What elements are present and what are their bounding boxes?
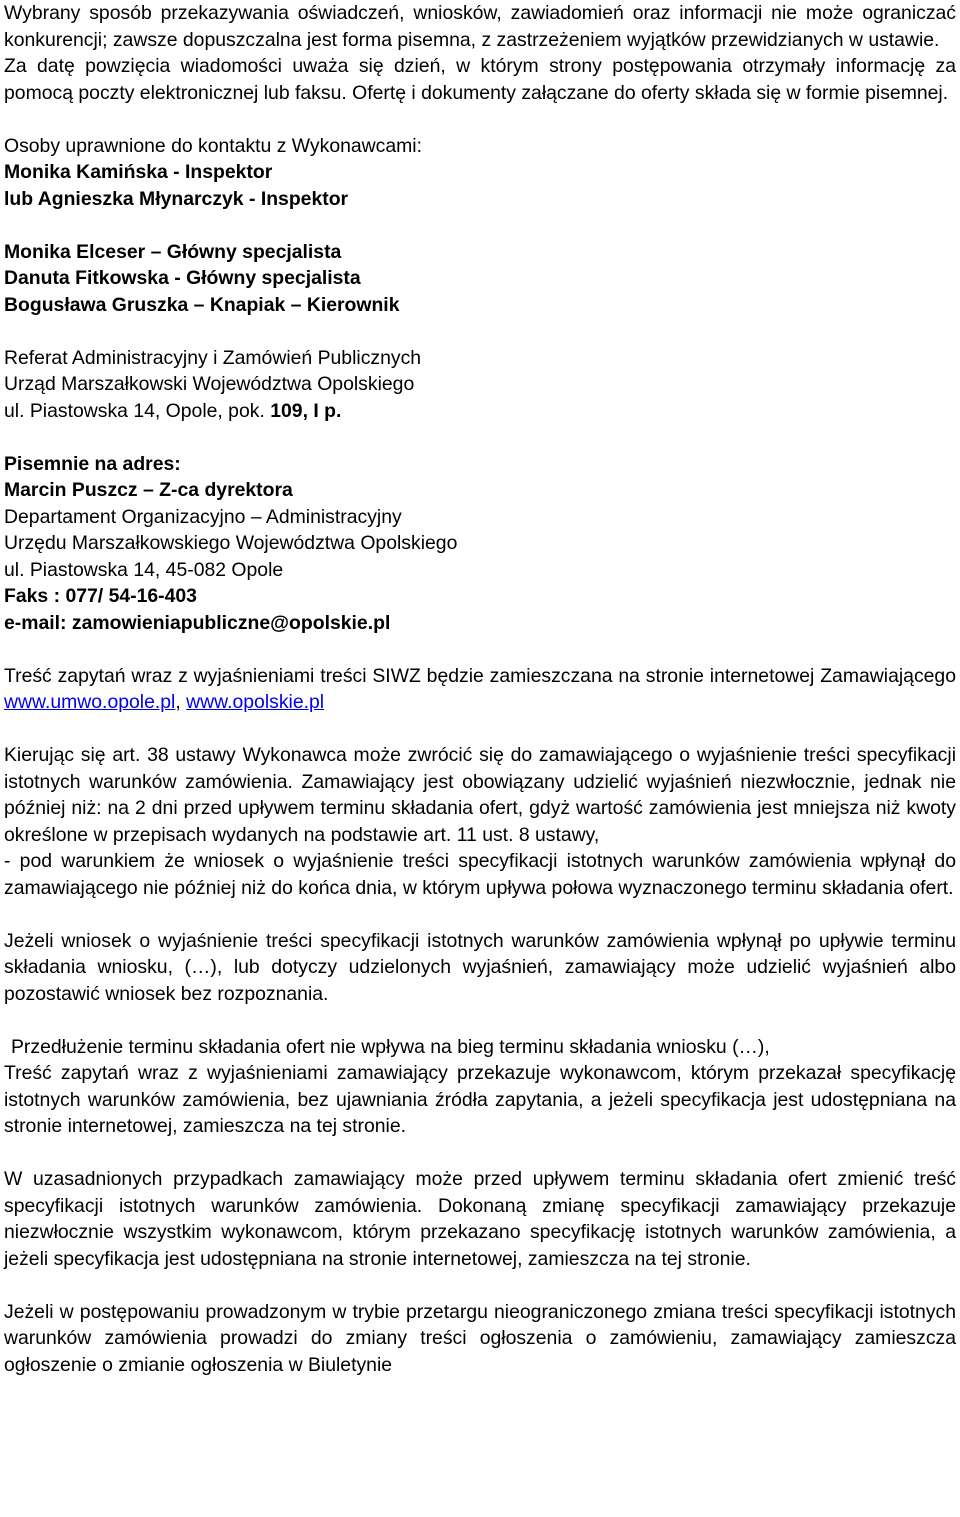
fax-line bbox=[4, 583, 956, 610]
paragraph-questions-publication bbox=[4, 663, 956, 716]
extension-block bbox=[4, 1034, 956, 1140]
paragraph-art38: Kierując się art. 38 ustawy Wykonawca może zwrócić się do zamawiającego o wyjaśnienie treści specyfikacji istotnych warunków zamówienia. Zamawiający jest obowiązany udzielić wyjaśnień niezwłocznie, jednak nie później niż: na 2 dni przed upływem terminu składania ofert, gdyż wartość zamówienia jest mniejsza niż kwoty określone w przepisach wydanych na podstawie art. 11 ust. 8 ustawy, bbox=[4, 744, 956, 846]
written-address-department: Departament Organizacyjno – Administracyjny bbox=[4, 505, 402, 528]
written-address-block bbox=[4, 451, 956, 637]
paragraph-late-request: Jeżeli wniosek o wyjaśnienie treści specyfikacji istotnych warunków zamówienia wpłynął po upływie terminu składania wniosku, (…), lub dotyczy udzielonych wyjaśnień, zamawiający może udzielić wyjaśnień albo pozostawić wniosek bez rozpoznania. bbox=[4, 929, 956, 1005]
paragraph-spec-change: W uzasadnionych przypadkach zamawiający może przed upływem terminu składania ofert zmienić treść specyfikacji istotnych warunków zamówienia. Dokonaną zmianę specyfikacji zamawiający przekazuje niezwłocznie wszystkim wykonawcom, którym przekazano specyfikację istotnych warunków zamówienia, a jeżeli specyfikacja jest udostępniana na stronie internetowej, zamieszcza na tej stronie. bbox=[4, 1168, 956, 1270]
office-address-street: ul. Piastowska 14, Opole, pok. bbox=[4, 399, 271, 422]
contact-person-5: Bogusława Gruszka – Knapiak – Kierownik bbox=[4, 293, 400, 316]
contact-person-1: Monika Kamińska - Inspektor bbox=[4, 161, 273, 183]
written-address-name: Marcin Puszcz – Z-ca dyrektora bbox=[4, 479, 293, 501]
paragraph-receipt-date: Za datę powzięcia wiadomości uważa się dzień, w którym strony postępowania otrzymały informację za pomocą poczty elektronicznej lub faksu. Ofertę i dokumenty załączane do oferty składa się w formie pisemnej. bbox=[4, 55, 956, 104]
contact-person-3: Monika Elceser – Główny specjalista bbox=[4, 240, 342, 263]
links-separator: , bbox=[175, 691, 187, 713]
contacts-block bbox=[4, 133, 956, 213]
email-line bbox=[4, 610, 956, 637]
office-unit: Referat Administracyjny i Zamówień Publicznych bbox=[4, 346, 422, 369]
paragraph-transfer: Treść zapytań wraz z wyjaśnieniami zamawiający przekazuje wykonawcom, którym przekazał specyfikację istotnych warunków zamówienia, bez ujawniania źródła zapytania, a jeżeli specyfikacja jest udostępniana na stronie internetowej, zamieszcza na tej stronie. bbox=[4, 1062, 956, 1137]
office-address bbox=[4, 398, 956, 425]
questions-text: Treść zapytań wraz z wyjaśnieniami treści SIWZ będzie zamieszczana na stronie internetowej Zamawiającego bbox=[4, 664, 956, 687]
written-address-street: ul. Piastowska 14, 45-082 Opole bbox=[4, 558, 284, 581]
paragraph-communication-form: Wybrany sposób przekazywania oświadczeń, wniosków, zawiadomień oraz informacji nie może ograniczać konkurencji; zawsze dopuszczalna jest forma pisemna, z zastrzeżeniem wyjątków przewidzianych w ustawie. bbox=[4, 2, 956, 51]
paragraph-art38-condition: - pod warunkiem że wniosek o wyjaśnienie treści specyfikacji istotnych warunków zamówienia wpłynął do zamawiającego nie później niż do końca dnia, w którym upływa połowa wyznaczonego terminu składania ofert. bbox=[4, 850, 956, 899]
contact-person-2: lub Agnieszka Młynarczyk - Inspektor bbox=[4, 187, 349, 210]
link-umwo[interactable]: www.umwo.opole.pl bbox=[4, 691, 176, 713]
email-label: e-mail: bbox=[4, 611, 72, 634]
link-opolskie[interactable]: www.opolskie.pl bbox=[186, 691, 325, 713]
written-address-office: Urzędu Marszałkowskiego Województwa Opolskiego bbox=[4, 532, 458, 554]
office-room: 109, I p. bbox=[270, 399, 342, 422]
contact-person-4: Danuta Fitkowska - Główny specjalista bbox=[4, 267, 361, 289]
art38-block bbox=[4, 742, 956, 901]
office-name: Urząd Marszałkowski Województwa Opolskiego bbox=[4, 373, 415, 395]
written-address-heading: Pisemnie na adres: bbox=[4, 452, 181, 475]
paragraph-extension: Przedłużenie terminu składania ofert nie wpływa na bieg terminu składania wniosku (…), bbox=[11, 1035, 770, 1058]
specialists-block bbox=[4, 239, 956, 319]
paragraph-unlimited-tender: Jeżeli w postępowaniu prowadzonym w trybie przetargu nieograniczonego zmiana treści specyfikacji istotnych warunków zamówienia prowadzi do zmiany treści ogłoszenia o zamówieniu, zamawiający zamieszcza ogłoszenie o zmianie ogłoszenia w Biuletynie bbox=[4, 1300, 956, 1376]
fax-number: 077/ 54-16-403 bbox=[65, 585, 197, 607]
contacts-intro: Osoby uprawnione do kontaktu z Wykonawcami: bbox=[4, 134, 423, 157]
email-address[interactable]: zamowieniapubliczne@opolskie.pl bbox=[71, 611, 391, 634]
office-block bbox=[4, 345, 956, 425]
fax-label: Faks : bbox=[4, 585, 66, 607]
